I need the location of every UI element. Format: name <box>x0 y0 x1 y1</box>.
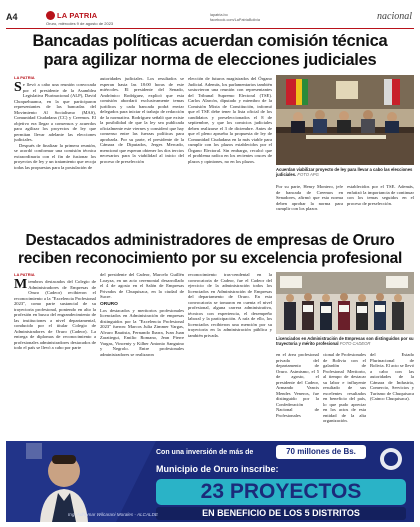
article2-col4-text: en el área profesional privada del departamento de Oruro. Asimismo, el 5 de agosto, el presidente del Cadeor, Armando Vancis Mendes Veneros, fue distinguido por la Confederación Nacional de Profesionales <box>276 352 319 418</box>
article1-credit: LA PATRIA <box>14 75 35 80</box>
award-ceremony-image <box>276 272 414 334</box>
page-number: A4 <box>6 12 18 22</box>
ad-mayor-caption: Ing. Adhemar Wilcarani Morales - ALCALDE <box>68 512 158 517</box>
social-facebook: facebook.com/LaPatriaBolivia <box>210 18 261 22</box>
article2-column-2 <box>100 272 184 437</box>
header-divider <box>6 28 414 29</box>
article1-col2-text: autoridades judiciales. Los resultados se esperan hasta las 18:00 horas de este miércoles. El presidente del Senado, Andrónico Rodríguez, explicó que esta comisión abordará exclusivamente temas jurídicos y cada bancada podrá enviar delegados para iniciar el trabajo de redacción de la normativa. Rodríguez señaló que existe la posibilidad de que la ley sea publicada oficialmente este viernes y consideró que hay consenso entre las fuerzas políticas para aprobarla. Por su parte, el presidente de la Cámara de Diputados, Jerges Mercado, mencionó que esperan obtener los dos tercios necesarios para la viabilidad al inicio del proceso de preselección <box>100 76 184 164</box>
ad-amount: 70 millones de Bs. <box>286 447 356 456</box>
article1-column-4 <box>276 184 343 228</box>
ad-sub-text: EN BENEFICIO DE LOS 5 DISTRITOS <box>202 508 360 518</box>
newspaper-logo <box>46 10 108 20</box>
logo-text: LA PATRIA <box>57 10 98 20</box>
article1-dropcap: S <box>14 82 22 95</box>
page-header <box>0 0 420 30</box>
article2-column-3 <box>188 272 272 437</box>
article2-col5-text: cional de Profesionales de Bolivia con el galardón de Profesional Meritorio, al tiempo de destacar su labor e influyente resultado de sus excelentes resultados en beneficio del país, lo que pudo apreciar en los actos de esta entidad de la alta organización. <box>323 352 366 423</box>
social-links <box>210 13 260 23</box>
article1-column-5 <box>347 184 414 228</box>
ad-tagline: Con una inversión de más de <box>156 449 254 456</box>
municipal-advertisement <box>6 441 414 522</box>
article2-caption-text: Licenciados en Administración de Empresas son distinguidos por su trayectoria y mérito profesional <box>276 336 414 346</box>
article2-col2-p1: del presidente del Cadeor, Marcelo Guillén Loayza, en un acto ceremonial desarrollado el 4 de agosto en el Salón de Empresas Privados de Chuquisaca, en la ciudad de Sucre. <box>100 272 184 299</box>
legislators-meeting-image <box>276 75 414 165</box>
article2-headline-line1: Destacados administradores de empresas de Oruro <box>25 232 395 249</box>
municipal-seal-icon <box>386 454 396 464</box>
article1-caption-text: Acuerdan viabilizar proyecto de ley para llevar a cabo las elecciones judiciales. <box>276 167 413 177</box>
article2-column-6 <box>370 352 414 437</box>
article1-column-1 <box>14 82 96 228</box>
article1-headline-line1: Bancadas políticas acuerdan comisión técnica <box>32 32 388 50</box>
article1-col4-text: Por su parte, Henry Montero, jefe de bancada de Creemos en Senadores, afirmó que esta norma deben aprobar la norma para cumplir con los plazos <box>276 184 343 211</box>
ad-big-text: 23 PROYECTOS <box>200 480 362 503</box>
article2-column-5 <box>323 352 366 437</box>
article2-headline <box>6 232 414 268</box>
article1-column-3 <box>188 76 272 228</box>
article1-column-2 <box>100 76 184 228</box>
logo-mark-icon <box>46 11 55 20</box>
article1-photo-caption <box>276 167 414 177</box>
article1-headline-line2: para agilizar norma de elecciones judiciales <box>43 51 377 69</box>
article2-credit: LA PATRIA <box>14 272 35 277</box>
article1-caption-source: FOTO APG <box>297 172 319 177</box>
social-website: lapatria.bo <box>210 13 228 17</box>
article1-headline <box>6 32 414 70</box>
article2-caption-source: FOTO CADEOR <box>339 341 371 346</box>
article2-col2-p2: Los destacados y meritorios profesionales licenciados en Administración de empresas distinguidos por la "Excelencia Profesional 2023" fueron: Marcos Julia Zimmer Vargas, Alvaro Bautista, Fernando Ibarra, Ivan Juan Zaratiegui, Emilio Romano, Jean Pierre Vargas, Vincenty y Kilber Antonio Sanguino y Negrolo. Entre profesionales administradores se realizaron <box>100 307 184 357</box>
article2-column-4 <box>276 352 319 437</box>
article2-subhead: ORURO <box>100 301 118 307</box>
article1-col1-p1: e llevó a cabo una reunión convocada por el presidente de la Asamblea Legislativa Plurinacional (ALP), David Choquehuanca, en la que participaron representantes de las bancadas del Movimiento Al Socialismo (MAS), Comunidad Ciudadana (CC) y Creemos. El objetivo era llegar a consensos y acuerdos para agilizar los proyectos de ley que permitan llevar adelante las elecciones judiciales. <box>14 82 96 142</box>
article1-col5-text: establecidos por el TSE. Además, enfatizó la importancia de continuar con los temas seguidos en el proceso de preselección. <box>347 184 414 206</box>
article2-col3-text: reconocimiento tras-cendental en la convocatoria de Cadeor, fue el Cadeor del ejercicio de la administración todos los licenciados en Administración de Empresas del departamento de Oruro. En esta convocatoria se tomaron en cuenta el nivel profesional, alguna carrera administrativa, técnicos con experiencia, el desempeño laboral y la participación. A raíz de ello, los licenciados recibieron una mención por su trayectoria en la administración pública y también privada. <box>188 272 272 338</box>
article2-headline-line2: reciben reconocimiento por su excelencia profesional <box>17 250 403 267</box>
article2-dropcap: M <box>14 279 28 292</box>
article2-col6-text: del Estado Plurinacional de Bolivia. El acto se llevó a cabo con las autoridades de la Cámara de Industria, Comercio, Servicios y Turismo de Chuquisaca (Cainco Chuquisaca). <box>370 352 414 401</box>
article1-photo <box>276 75 414 165</box>
article1-col3-text: elección de futuros magistrados del Órgano Judicial. Además, los parlamentarios también sostuvieron una reunión con representantes del Tribunal Supremo Electoral (TSE). Carlos Alarcón, diputado y miembro de la Comisión Mixta de Constitución, informó que el TSE debe tener la lista oficial de los candidatos y preseleccionados el 8 de septiembre, y que los comicios judiciales deben realizarse el 3 de diciembre. Antes de que el pleno aprueba la propuesta de ley de Comunidad Ciudadana en la más viable para cumplir con los plazos establecidos por el Órgano Electoral. Sin embargo, recalcó que el problema radica en los recientes cruces de plazos y opiniones, no en los plazos. <box>188 76 272 164</box>
article2-photo-caption <box>276 336 414 346</box>
date-line: Oruro, miércoles 9 de agosto de 2023 <box>46 21 114 26</box>
article2-col1-text: iembros destacados del Colegio de Administradores de Empresas de Oruro (Cadeor) recibieron el reconocimiento a la "Excelencia Profesional 2023", como parte sustancial de su trayectoria profesional, poniendo en alto la profesión en busca del engrandecimiento de las instituciones a nivel departamental, conducido por el titular Colegio de Administradores de Oruro (Cadeor). La entrega de diplomas de reconocimiento a profesionales administradores destacados de todo el país se llevó a cabo por parte <box>14 279 96 350</box>
article2-column-1 <box>14 279 96 437</box>
section-title: nacional <box>377 11 412 22</box>
article2-photo <box>276 272 414 334</box>
article1-col1-p2: Después de finalizar la primera reunión, se acordó conformar una comisión técnica extraordinaria con el fin de fusionar los proyectos de ley y un tratamiento que recoja todas las propuestas para la postulación de <box>14 142 96 170</box>
ad-municipality: Municipio de Oruro inscribe: <box>156 464 279 474</box>
